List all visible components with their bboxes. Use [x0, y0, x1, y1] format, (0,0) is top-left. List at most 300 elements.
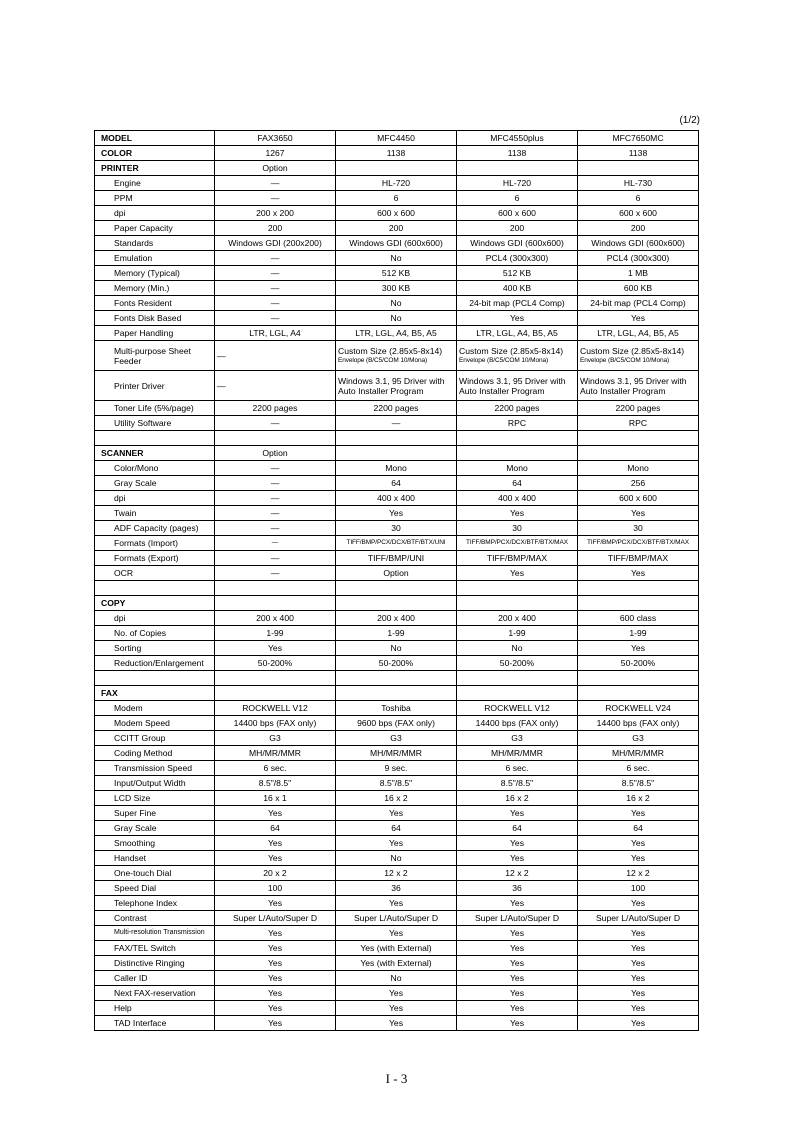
table-cell: 100	[215, 881, 336, 896]
table-cell: 6	[336, 191, 457, 206]
table-cell: —	[215, 536, 336, 551]
table-cell: 16 x 1	[215, 791, 336, 806]
table-cell: 14400 bps (FAX only)	[578, 716, 699, 731]
table-cell: 600 x 600	[578, 206, 699, 221]
table-cell: Yes	[215, 851, 336, 866]
table-cell: Yes	[457, 941, 578, 956]
table-cell	[215, 671, 336, 686]
table-cell: 64	[336, 821, 457, 836]
table-cell: HL-730	[578, 176, 699, 191]
row-label: CCITT Group	[95, 731, 215, 746]
table-cell: 600 class	[578, 611, 699, 626]
table-cell: ROCKWELL V12	[457, 701, 578, 716]
table-cell: Yes	[457, 311, 578, 326]
table-cell: 50-200%	[215, 656, 336, 671]
table-cell: 512 KB	[336, 266, 457, 281]
table-row	[95, 416, 699, 431]
table-cell: Yes	[578, 566, 699, 581]
table-cell: TIFF/BMP/MAX	[457, 551, 578, 566]
table-cell: 14400 bps (FAX only)	[215, 716, 336, 731]
table-cell: 50-200%	[336, 656, 457, 671]
table-cell: —	[215, 371, 336, 401]
row-label: Help	[95, 1001, 215, 1016]
table-row	[95, 941, 699, 956]
table-row	[95, 476, 699, 491]
header-row	[95, 131, 699, 146]
table-cell: 600 x 600	[578, 491, 699, 506]
table-row	[95, 926, 699, 941]
table-cell: G3	[578, 731, 699, 746]
table-cell: Yes	[336, 1001, 457, 1016]
row-label: Distinctive Ringing	[95, 956, 215, 971]
table-cell: Yes	[578, 1001, 699, 1016]
table-row	[95, 311, 699, 326]
table-cell: Yes	[457, 506, 578, 521]
table-cell	[336, 431, 457, 446]
row-label: Fonts Disk Based	[95, 311, 215, 326]
table-cell	[336, 161, 457, 176]
table-cell	[457, 431, 578, 446]
table-row	[95, 251, 699, 266]
table-cell: 2200 pages	[578, 401, 699, 416]
table-cell: 400 x 400	[457, 491, 578, 506]
table-cell: LTR, LGL, A4, B5, A5	[336, 326, 457, 341]
table-cell: Yes	[457, 566, 578, 581]
section-label: SCANNER	[95, 446, 215, 461]
table-cell: Yes	[215, 986, 336, 1001]
table-cell: No	[457, 641, 578, 656]
table-cell	[336, 341, 457, 371]
table-cell: Yes	[578, 836, 699, 851]
table-cell	[215, 581, 336, 596]
table-row	[95, 491, 699, 506]
table-row	[95, 521, 699, 536]
table-cell: 256	[578, 476, 699, 491]
table-row	[95, 761, 699, 776]
table-cell	[457, 341, 578, 371]
page-number: (1/2)	[679, 115, 700, 126]
table-cell: 1138	[578, 146, 699, 161]
table-cell	[578, 596, 699, 611]
table-row	[95, 551, 699, 566]
row-label: FAX/TEL Switch	[95, 941, 215, 956]
table-cell: 64	[578, 821, 699, 836]
section-row	[95, 596, 699, 611]
row-label: ADF Capacity (pages)	[95, 521, 215, 536]
cell-line: Envelope (B/C5/COM 10/Mona)	[459, 356, 549, 364]
table-cell: Windows GDI (600x600)	[457, 236, 578, 251]
row-label: LCD Size	[95, 791, 215, 806]
table-cell	[336, 446, 457, 461]
table-cell: 30	[578, 521, 699, 536]
table-row	[95, 371, 699, 401]
table-cell: 2200 pages	[215, 401, 336, 416]
row-label: Standards	[95, 236, 215, 251]
row-label: Caller ID	[95, 971, 215, 986]
table-cell: 36	[336, 881, 457, 896]
table-row	[95, 791, 699, 806]
row-label: Sorting	[95, 641, 215, 656]
table-cell: Windows 3.1, 95 Driver with Auto Installer Program	[457, 371, 578, 401]
row-label: Engine	[95, 176, 215, 191]
table-cell: 512 KB	[457, 266, 578, 281]
table-row	[95, 281, 699, 296]
header-cell-model-2: MFC4450	[336, 131, 457, 146]
cell-line: Envelope (B/C5/COM 10/Mona)	[580, 356, 670, 364]
table-cell: 400 x 400	[336, 491, 457, 506]
table-cell: ROCKWELL V12	[215, 701, 336, 716]
table-cell: 9600 bps (FAX only)	[336, 716, 457, 731]
table-cell: Windows 3.1, 95 Driver with Auto Installer Program	[336, 371, 457, 401]
table-cell: TIFF/BMP/PCX/DCX/BTF/BTX/MAX	[457, 536, 578, 551]
table-cell	[457, 161, 578, 176]
table-cell: 9 sec.	[336, 761, 457, 776]
table-cell: Yes	[336, 1016, 457, 1031]
row-label: Fonts Resident	[95, 296, 215, 311]
table-row	[95, 701, 699, 716]
table-cell: G3	[336, 731, 457, 746]
table-cell: Yes	[215, 971, 336, 986]
table-cell: Yes (with External)	[336, 941, 457, 956]
table-cell: 8.5"/8.5"	[336, 776, 457, 791]
table-cell: —	[215, 521, 336, 536]
table-cell: No	[336, 296, 457, 311]
table-cell: 200 x 400	[336, 611, 457, 626]
table-cell: Yes	[215, 896, 336, 911]
table-cell: 6 sec.	[215, 761, 336, 776]
table-row	[95, 836, 699, 851]
table-cell: 6	[457, 191, 578, 206]
table-cell: 100	[578, 881, 699, 896]
table-cell: 64	[457, 821, 578, 836]
table-cell: 600 x 600	[457, 206, 578, 221]
table-cell: 600 x 600	[336, 206, 457, 221]
table-row	[95, 566, 699, 581]
header-cell-model-4: MFC7650MC	[578, 131, 699, 146]
table-row	[95, 191, 699, 206]
table-cell: No	[336, 251, 457, 266]
table-cell: ROCKWELL V24	[578, 701, 699, 716]
blank-row	[95, 431, 699, 446]
section-row	[95, 161, 699, 176]
row-label: Reduction/Enlargement	[95, 656, 215, 671]
row-label: Twain	[95, 506, 215, 521]
row-label: Next FAX-reservation	[95, 986, 215, 1001]
table-cell: 64	[215, 821, 336, 836]
table-cell	[578, 446, 699, 461]
table-cell: 14400 bps (FAX only)	[457, 716, 578, 731]
table-cell: 30	[336, 521, 457, 536]
row-label: Telephone Index	[95, 896, 215, 911]
row-label: Smoothing	[95, 836, 215, 851]
table-cell	[457, 686, 578, 701]
table-cell: Yes	[457, 956, 578, 971]
table-cell: PCL4 (300x300)	[457, 251, 578, 266]
table-cell: Super L/Auto/Super D	[215, 911, 336, 926]
table-cell: 400 KB	[457, 281, 578, 296]
table-cell: —	[215, 191, 336, 206]
table-cell: Yes	[215, 1016, 336, 1031]
row-label: Utility Software	[95, 416, 215, 431]
table-cell: 200	[215, 221, 336, 236]
table-cell: 20 x 2	[215, 866, 336, 881]
table-cell: LTR, LGL, A4, B5, A5	[578, 326, 699, 341]
blank-row	[95, 581, 699, 596]
row-label: Gray Scale	[95, 821, 215, 836]
table-cell: PCL4 (300x300)	[578, 251, 699, 266]
row-label: dpi	[95, 491, 215, 506]
table-cell: 16 x 2	[457, 791, 578, 806]
table-cell: —	[215, 311, 336, 326]
row-label: Toner Life (5%/page)	[95, 401, 215, 416]
table-cell: 30	[457, 521, 578, 536]
row-label	[95, 671, 215, 686]
table-row	[95, 326, 699, 341]
table-cell: Yes	[578, 1016, 699, 1031]
table-cell: Yes	[578, 956, 699, 971]
row-label: TAD Interface	[95, 1016, 215, 1031]
table-cell: Yes	[215, 641, 336, 656]
row-label: Color/Mono	[95, 461, 215, 476]
table-cell: Windows GDI (200x200)	[215, 236, 336, 251]
table-cell	[578, 686, 699, 701]
table-cell: 12 x 2	[457, 866, 578, 881]
row-label: Input/Output Width	[95, 776, 215, 791]
table-row	[95, 641, 699, 656]
table-cell: TIFF/BMP/PCX/DCX/BTF/BTX/UNI	[336, 536, 457, 551]
table-cell	[457, 596, 578, 611]
table-cell: —	[336, 416, 457, 431]
table-cell: RPC	[578, 416, 699, 431]
table-row	[95, 611, 699, 626]
table-cell: Yes	[578, 806, 699, 821]
row-label: Memory (Min.)	[95, 281, 215, 296]
table-cell: 1138	[457, 146, 578, 161]
row-label: Multi-purpose Sheet Feeder	[95, 341, 215, 371]
table-cell: Yes	[578, 506, 699, 521]
table-cell: —	[215, 296, 336, 311]
table-cell	[215, 686, 336, 701]
row-label: Modem Speed	[95, 716, 215, 731]
row-label: Contrast	[95, 911, 215, 926]
table-cell: Option	[215, 161, 336, 176]
table-cell: Yes	[457, 896, 578, 911]
blank-row	[95, 671, 699, 686]
row-label: Super Fine	[95, 806, 215, 821]
cell-line: Custom Size (2.85x5-8x14)	[580, 345, 685, 356]
table-cell: G3	[457, 731, 578, 746]
table-row	[95, 296, 699, 311]
table-cell: 8.5"/8.5"	[215, 776, 336, 791]
table-cell	[336, 671, 457, 686]
table-cell: 1-99	[457, 626, 578, 641]
table-cell: G3	[215, 731, 336, 746]
table-cell	[457, 671, 578, 686]
table-row	[95, 536, 699, 551]
table-cell: 200 x 200	[215, 206, 336, 221]
row-label: No. of Copies	[95, 626, 215, 641]
table-cell: 6	[578, 191, 699, 206]
table-cell: Yes	[215, 956, 336, 971]
table-cell: Yes	[578, 926, 699, 941]
table-cell: 36	[457, 881, 578, 896]
row-label: Modem	[95, 701, 215, 716]
table-cell: Yes	[215, 806, 336, 821]
table-cell	[336, 596, 457, 611]
cell-line: Custom Size (2.85x5-8x14)	[338, 345, 443, 356]
table-row	[95, 956, 699, 971]
table-cell: —	[215, 551, 336, 566]
row-label: dpi	[95, 206, 215, 221]
row-label: Emulation	[95, 251, 215, 266]
table-cell: Yes	[578, 851, 699, 866]
table-cell: Yes	[336, 926, 457, 941]
table-cell: 1267	[215, 146, 336, 161]
table-cell: Windows 3.1, 95 Driver with Auto Installer Program	[578, 371, 699, 401]
table-row	[95, 341, 699, 371]
table-cell	[215, 431, 336, 446]
table-cell: MH/MR/MMR	[215, 746, 336, 761]
table-cell: MH/MR/MMR	[457, 746, 578, 761]
section-label: COLOR	[95, 146, 215, 161]
table-cell	[215, 596, 336, 611]
row-label: Formats (Import)	[95, 536, 215, 551]
table-cell: 2200 pages	[457, 401, 578, 416]
table-row	[95, 716, 699, 731]
table-row	[95, 851, 699, 866]
table-cell: TIFF/BMP/MAX	[578, 551, 699, 566]
table-cell: —	[215, 476, 336, 491]
table-cell: —	[215, 251, 336, 266]
table-cell	[457, 446, 578, 461]
table-cell: 24-bit map (PCL4 Comp)	[457, 296, 578, 311]
table-cell: Yes	[457, 851, 578, 866]
table-cell: LTR, LGL, A4	[215, 326, 336, 341]
table-cell: MH/MR/MMR	[336, 746, 457, 761]
table-row	[95, 1001, 699, 1016]
table-cell: Yes	[215, 1001, 336, 1016]
table-cell	[336, 686, 457, 701]
row-label: Coding Method	[95, 746, 215, 761]
table-cell: —	[215, 281, 336, 296]
table-cell	[578, 431, 699, 446]
table-row	[95, 236, 699, 251]
row-label: Transmission Speed	[95, 761, 215, 776]
table-cell: MH/MR/MMR	[578, 746, 699, 761]
table-cell: 50-200%	[457, 656, 578, 671]
table-cell: —	[215, 266, 336, 281]
table-cell: Super L/Auto/Super D	[457, 911, 578, 926]
table-row	[95, 221, 699, 236]
table-row	[95, 461, 699, 476]
table-cell: RPC	[457, 416, 578, 431]
table-cell: 64	[457, 476, 578, 491]
table-cell: Yes	[457, 986, 578, 1001]
table-cell	[578, 341, 699, 371]
table-cell: No	[336, 641, 457, 656]
table-cell: Yes	[215, 836, 336, 851]
section-row	[95, 146, 699, 161]
table-cell: Option	[215, 446, 336, 461]
table-cell: Mono	[578, 461, 699, 476]
table-row	[95, 266, 699, 281]
table-cell: 24-bit map (PCL4 Comp)	[578, 296, 699, 311]
table-cell	[336, 581, 457, 596]
cell-line: Envelope (B/C5/COM 10/Mona)	[338, 356, 428, 364]
table-cell: 1-99	[336, 626, 457, 641]
table-cell: 200 x 400	[215, 611, 336, 626]
table-cell: 12 x 2	[336, 866, 457, 881]
table-cell: Mono	[336, 461, 457, 476]
table-cell: Yes	[457, 1001, 578, 1016]
table-cell: Super L/Auto/Super D	[336, 911, 457, 926]
table-cell	[578, 671, 699, 686]
table-cell: —	[215, 506, 336, 521]
table-cell: Yes	[336, 896, 457, 911]
row-label	[95, 581, 215, 596]
table-cell: HL-720	[457, 176, 578, 191]
section-label: PRINTER	[95, 161, 215, 176]
table-cell: Windows GDI (600x600)	[336, 236, 457, 251]
table-cell: —	[215, 341, 336, 371]
table-cell: Yes	[578, 896, 699, 911]
table-row	[95, 176, 699, 191]
table-row	[95, 806, 699, 821]
table-cell: 8.5"/8.5"	[457, 776, 578, 791]
table-cell: 1 MB	[578, 266, 699, 281]
table-cell: No	[336, 311, 457, 326]
header-cell-model-3: MFC4550plus	[457, 131, 578, 146]
table-row	[95, 986, 699, 1001]
row-label: Paper Handling	[95, 326, 215, 341]
table-row	[95, 656, 699, 671]
row-label: Memory (Typical)	[95, 266, 215, 281]
table-cell: Yes	[578, 641, 699, 656]
table-cell: HL-720	[336, 176, 457, 191]
table-cell: Yes	[457, 926, 578, 941]
table-row	[95, 821, 699, 836]
row-label: Gray Scale	[95, 476, 215, 491]
table-cell: 200	[336, 221, 457, 236]
table-cell: 12 x 2	[578, 866, 699, 881]
table-row	[95, 506, 699, 521]
table-cell: Yes	[578, 311, 699, 326]
table-cell: 64	[336, 476, 457, 491]
spec-table-body	[95, 131, 699, 1031]
table-cell: Yes	[457, 836, 578, 851]
header-cell-model-1: FAX3650	[215, 131, 336, 146]
table-row	[95, 881, 699, 896]
table-cell: Super L/Auto/Super D	[578, 911, 699, 926]
table-row	[95, 911, 699, 926]
table-cell: Yes	[457, 806, 578, 821]
page-footer: I - 3	[385, 1071, 408, 1086]
section-label: COPY	[95, 596, 215, 611]
section-label: FAX	[95, 686, 215, 701]
table-cell: Mono	[457, 461, 578, 476]
table-cell: Yes	[578, 941, 699, 956]
cell-line: Custom Size (2.85x5-8x14)	[459, 345, 564, 356]
table-cell: —	[215, 176, 336, 191]
table-cell: 200 x 400	[457, 611, 578, 626]
table-row	[95, 1016, 699, 1031]
table-cell: 200	[578, 221, 699, 236]
table-cell: —	[215, 566, 336, 581]
table-cell: 2200 pages	[336, 401, 457, 416]
table-cell: Yes	[215, 926, 336, 941]
table-cell: Yes (with External)	[336, 956, 457, 971]
table-cell: Yes	[457, 971, 578, 986]
